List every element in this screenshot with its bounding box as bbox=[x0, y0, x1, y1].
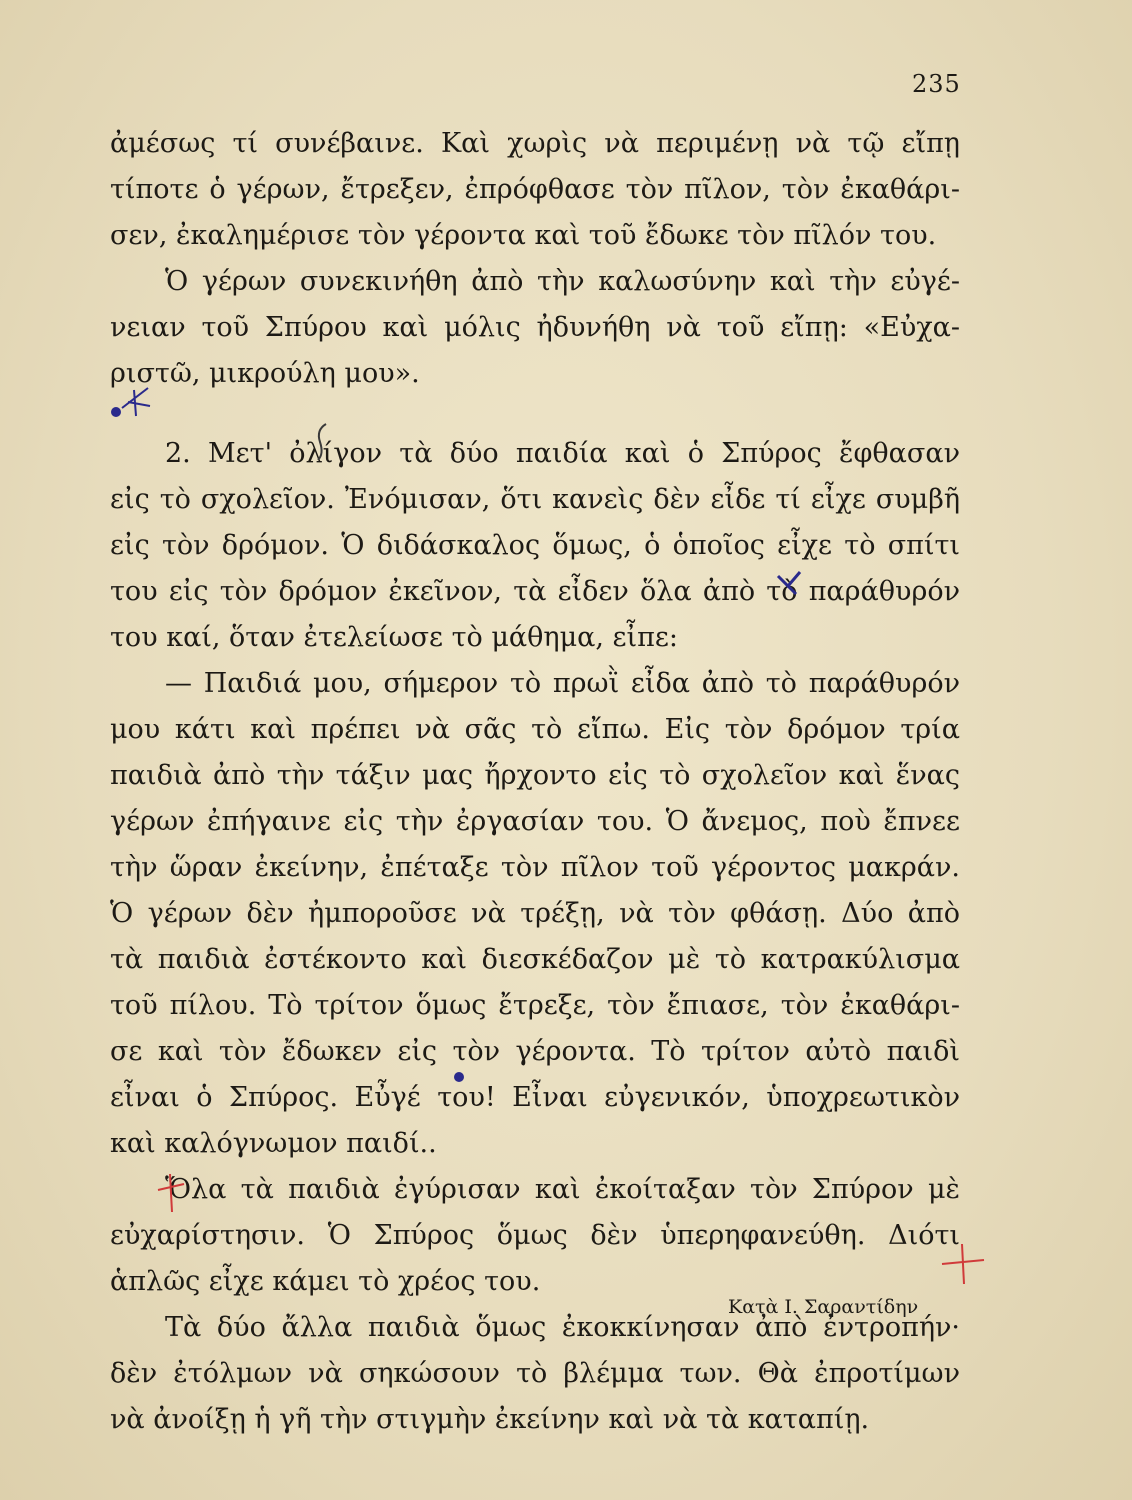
text-line: καὶ καλόγνωμον παιδί.. bbox=[110, 1128, 437, 1159]
body-text bbox=[110, 121, 960, 1443]
page-number: 235 bbox=[912, 70, 961, 98]
blue-ink-tick-icon bbox=[774, 568, 808, 598]
text-line: ἀμέσως τί συνέβαινε. Καὶ χωρὶς νὰ περιμένῃ νὰ τῷ εἴπῃ bbox=[110, 128, 960, 159]
text-line: δὲν ἐτόλμων νὰ σηκώσουν τὸ βλέμμα των. Θὰ ἐπροτίμων bbox=[110, 1358, 960, 1389]
text-line: ἁπλῶς εἶχε κάμει τὸ χρέος του. bbox=[110, 1266, 541, 1297]
text-line: εἰς τὸ σχολεῖον. Ἐνόμισαν, ὅτι κανεὶς δὲν εἶδε τί εἶχε συμβῆ bbox=[110, 484, 960, 515]
text-line: του εἰς τὸν δρόμον ἐκεῖνον, τὰ εἶδεν ὅλα ἀπὸ τὸ παράθυρόν bbox=[110, 576, 960, 607]
text-line: Ὁ γέρων δὲν ἠμποροῦσε νὰ τρέξῃ, νὰ τὸν φθάσῃ. Δύο ἀπὸ bbox=[110, 898, 960, 929]
text-line: ριστῶ, μικρούλη μου». bbox=[110, 358, 420, 389]
text-line: εἶναι ὁ Σπύρος. Εὖγέ του! Εἶναι εὐγενικόν, ὑποχρεωτικὸν bbox=[110, 1082, 960, 1113]
red-cross-mark-icon bbox=[156, 1172, 186, 1214]
text-line: εὐχαρίστησιν. Ὁ Σπύρος ὅμως δὲν ὑπερηφανεύθη. Διότι bbox=[110, 1220, 960, 1251]
blue-ink-dot-icon bbox=[451, 1069, 469, 1087]
author-attribution: Κατὰ Ι. Σαραντίδην bbox=[728, 1296, 919, 1318]
text-line: τοῦ πίλου. Τὸ τρίτον ὅμως ἔτρεξε, τὸν ἔπιασε, τὸν ἐκαθάρι- bbox=[110, 990, 960, 1021]
text-line: εἰς τὸν δρόμον. Ὁ διδάσκαλος ὅμως, ὁ ὁποῖος εἶχε τὸ σπίτι bbox=[110, 530, 960, 561]
text-line: Τὰ δύο ἄλλα παιδιὰ ὅμως ἐκοκκίνησαν ἀπὸ ἐντροπήν· bbox=[165, 1312, 960, 1343]
pencil-bracket-mark-icon bbox=[312, 420, 332, 464]
text-line: μου κάτι καὶ πρέπει νὰ σᾶς τὸ εἴπω. Εἰς τὸν δρόμον τρία bbox=[110, 714, 960, 745]
text-line: Ὁ γέρων συνεκινήθη ἀπὸ τὴν καλωσύνην καὶ τὴν εὐγέ- bbox=[165, 266, 960, 297]
text-line: 2. Μετ' ὀλίγον τὰ δύο παιδία καὶ ὁ Σπύρος ἔφθασαν bbox=[165, 438, 960, 469]
text-line: τὰ παιδιὰ ἐστέκοντο καὶ διεσκέδαζον μὲ τὸ κατρακύλισμα bbox=[110, 944, 960, 975]
red-cross-mark-icon bbox=[940, 1242, 986, 1286]
blue-ink-mark-icon bbox=[106, 382, 162, 424]
text-line: σεν, ἐκαλημέρισε τὸν γέροντα καὶ τοῦ ἔδωκε τὸν πῖλόν του. bbox=[110, 220, 937, 251]
text-line: νὰ ἀνοίξῃ ἡ γῆ τὴν στιγμὴν ἐκείνην καὶ νὰ τὰ καταπίῃ. bbox=[110, 1404, 870, 1435]
text-line: του καί, ὅταν ἐτελείωσε τὸ μάθημα, εἶπε: bbox=[110, 622, 678, 653]
text-line: τὴν ὥραν ἐκείνην, ἐπέταξε τὸν πῖλον τοῦ γέροντος μακράν. bbox=[110, 852, 960, 883]
text-line: παιδιὰ ἀπὸ τὴν τάξιν μας ἤρχοντο εἰς τὸ σχολεῖον καὶ ἕνας bbox=[110, 760, 960, 791]
text-line: σε καὶ τὸν ἔδωκεν εἰς τὸν γέροντα. Τὸ τρίτον αὐτὸ παιδὶ bbox=[110, 1036, 960, 1067]
section-gap bbox=[110, 397, 960, 431]
text-line: νειαν τοῦ Σπύρου καὶ μόλις ἠδυνήθη νὰ τοῦ εἴπῃ: «Εὐχα- bbox=[110, 312, 960, 343]
text-line: γέρων ἐπήγαινε εἰς τὴν ἐργασίαν του. Ὁ ἄνεμος, ποὺ ἔπνεε bbox=[110, 806, 960, 837]
text-line: τίποτε ὁ γέρων, ἔτρεξεν, ἐπρόφθασε τὸν πῖλον, τὸν ἐκαθάρι- bbox=[110, 174, 960, 205]
text-line: Ὅλα τὰ παιδιὰ ἐγύρισαν καὶ ἐκοίταξαν τὸν Σπύρον μὲ bbox=[165, 1174, 960, 1205]
text-line: — Παιδιά μου, σήμερον τὸ πρωῒ εἶδα ἀπὸ τὸ παράθυρόν bbox=[165, 668, 960, 699]
